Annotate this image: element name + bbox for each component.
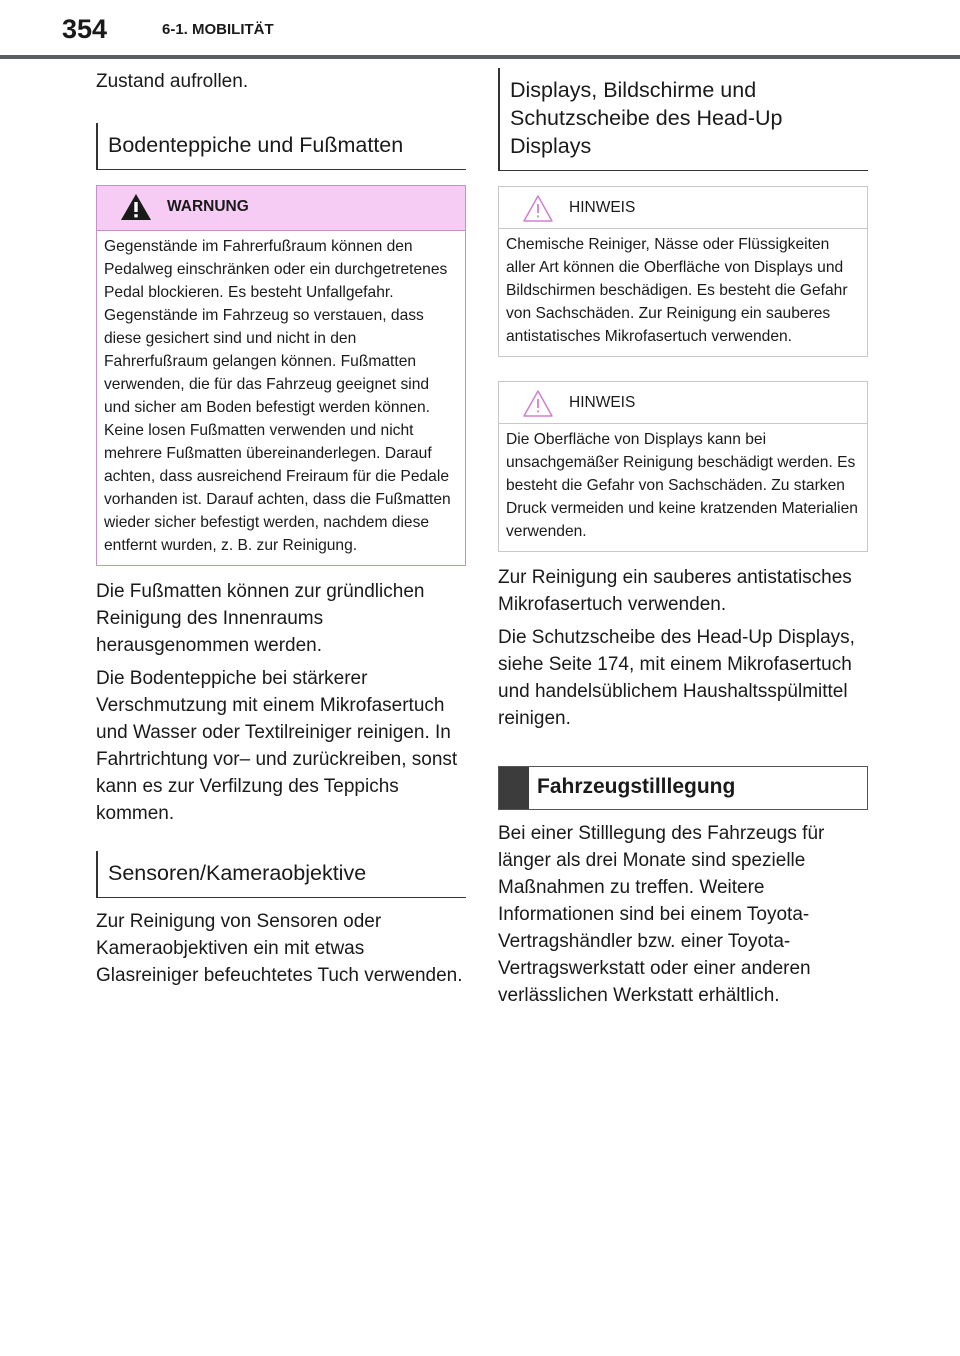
heading-sensors: Sensoren/Kameraobjektive xyxy=(96,851,466,898)
page-number: 354 xyxy=(62,14,108,44)
notice-1-title: HINWEIS xyxy=(569,199,636,216)
notice-box-1-header xyxy=(499,187,867,229)
notice-box-2-header xyxy=(499,382,867,424)
notice-1-text: Chemische Reiniger, Nässe oder Flüssigkeiten aller Art können die Oberfläche von Displays und Bildschirmen beschädigen. Es besteht die Gefahr von Sachschäden. Zur Reinigung ein sauberes antistatisches Mikrofasertuch verwenden. xyxy=(506,236,848,345)
header-rule xyxy=(0,55,960,59)
warning-triangle-icon xyxy=(119,192,153,222)
page-header xyxy=(0,0,960,60)
warning-title: WARNUNG xyxy=(167,198,249,215)
displays-paragraph-1: Zur Reinigung ein sauberes antistatisches Mikrofasertuch verwenden. xyxy=(498,567,852,615)
warning-box-header xyxy=(97,186,465,231)
section-label: 6-1. MOBILITÄT xyxy=(162,21,274,38)
storage-paragraph: Bei einer Stilllegung des Fahrzeugs für länger als drei Monate sind spezielle Maßnahmen zu treffen. Weitere Informationen sind bei einem Toyota-Vertragshändler bzw. einer Toyota-Vertragswerkstatt oder einer anderen verlässlichen Werkstatt erhältlich. xyxy=(498,823,825,1006)
floor-mats-paragraph-1: Die Fußmatten können zur gründlichen Reinigung des Innenraums herausgenommen werden. xyxy=(96,581,425,656)
notice-2-title: HINWEIS xyxy=(569,394,636,411)
sensors-paragraph: Zur Reinigung von Sensoren oder Kameraobjektiven ein mit etwas Glasreiniger befeuchtetes Tuch verwenden. xyxy=(96,911,463,986)
notice-2-text: Die Oberfläche von Displays kann bei unsachgemäßer Reinigung beschädigt werden. Es besteht die Gefahr von Sachschäden. Zu starken Druck vermeiden und keine kratzenden Materialien verwenden. xyxy=(506,431,858,540)
notice-box-2 xyxy=(498,381,868,552)
heading-vehicle-storage xyxy=(498,766,868,810)
notice-triangle-icon xyxy=(521,388,555,418)
heading-floor-mats: Bodenteppiche und Fußmatten xyxy=(96,123,466,170)
floor-mats-paragraph-2: Die Bodenteppiche bei stärkerer Verschmutzung mit einem Mikrofasertuch und Wasser oder Textilreiniger reinigen. In Fahrtrichtung vor– und zurückreiben, sonst kann es zur Verfilzung des Teppichs kommen. xyxy=(96,668,458,824)
heading-vehicle-storage-text: Fahrzeugstilllegung xyxy=(537,775,736,798)
intro-text: Zustand aufrollen. xyxy=(96,71,249,92)
heading-displays: Displays, Bildschirme und Schutzscheibe des Head-Up Displays xyxy=(498,68,868,171)
warning-text: Gegenstände im Fahrerfußraum können den Pedalweg einschränken oder ein durchgetretenes Pedal blockieren. Es besteht Unfallgefahr. Gegenstände im Fahrzeug so verstauen, dass diese gesichert sind und nicht in den Fahrerfußraum gelangen können. Fußmatten verwenden, die für das Fahrzeug geeignet sind und sicher am Boden befestigt werden können. Keine losen Fußmatten verwenden und nicht mehrere Fußmatten übereinanderlegen. Darauf achten, dass ausreichend Freiraum für die Pedale vorhanden ist. Darauf achten, dass die Fußmatten wieder sicher befestigt werden, nachdem diese entfernt wurden, z. B. zur Reinigung. xyxy=(104,238,451,554)
left-column xyxy=(96,68,466,989)
notice-box-1 xyxy=(498,186,868,357)
notice-triangle-icon xyxy=(521,193,555,223)
displays-paragraph-2: Die Schutzscheibe des Head-Up Displays, siehe Seite 174, mit einem Mikrofasertuch und handelsüblichem Haushaltsspülmittel reinigen. xyxy=(498,627,855,729)
heading-bar-block xyxy=(499,767,529,809)
right-column xyxy=(498,68,868,1009)
warning-box xyxy=(96,185,466,566)
